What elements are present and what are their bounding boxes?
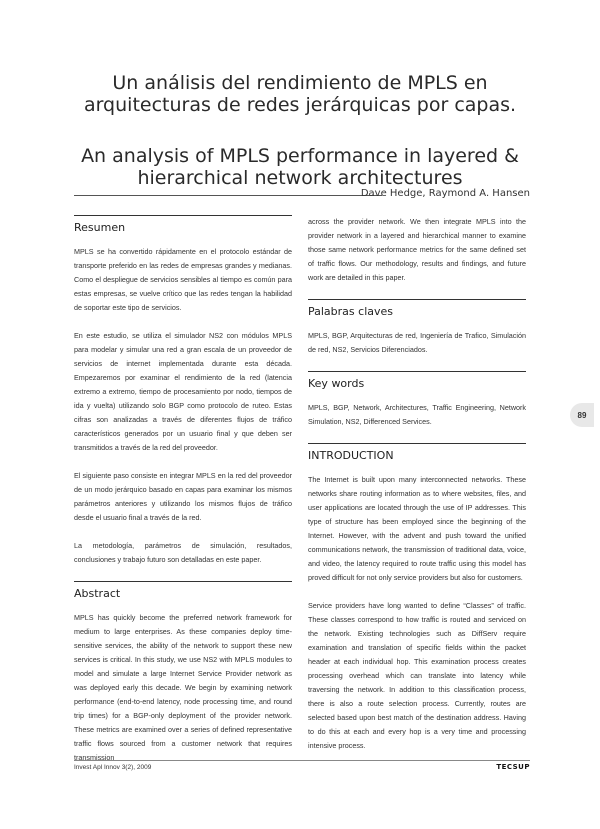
resumen-paragraph-3: El siguiente paso consiste en integrar MPLS en la red del proveedor de un modo jerárquico basado en capas para examinar los mismos parámetros anteriores y utilizando los mismos flujos de tráfico desde el usuario final a través de la red. xyxy=(74,471,292,522)
page-number-tab xyxy=(570,403,594,427)
introduction-heading: INTRODUCTION xyxy=(308,449,394,462)
footer-divider xyxy=(74,760,530,761)
resumen-heading: Resumen xyxy=(74,221,126,234)
section-rule xyxy=(308,299,526,300)
authors: Dave Hedge, Raymond A. Hansen xyxy=(360,188,530,199)
title-en-line1: An analysis of MPLS performance in layered & xyxy=(81,145,519,167)
abstract-paragraph: MPLS has quickly become the preferred network framework for medium to large enterprises. As these companies deploy time-sensitive services, the ability of the network to support these new services is critical. In this study, we use NS2 with MPLS modules to model and simulate a large Internet Service Provider network as was deployed early this decade. We begin by examining network performance (end-to-end latency, node processing time, and round trip times) for a BGP-only deployment of the provider network. These metrics are examined over a series of defined representative traffic flows sourced from a customer network that requires transmission xyxy=(74,613,292,762)
resumen-paragraph-2: En este estudio, se utiliza el simulador NS2 con módulos MPLS para modelar y simular una red a gran escala de un proveedor de servicios de internet implementada durante esta década. Empezaremos por examinar el rendimiento de la red (latencia extremo a extremo, tiempo de procesamiento por nodo, tiempos de ida y vuelta) utilizando solo BGP como protocolo de ruteo. Estas cifras son analizadas a través de diferentes flujos de tráfico característicos generados por un usuario final y que deben ser transmitidos a través de la red del proveedor. xyxy=(74,331,292,452)
authors-divider xyxy=(74,195,382,196)
right-column xyxy=(308,215,526,767)
title-english xyxy=(40,145,560,189)
section-rule xyxy=(308,443,526,444)
introduction-paragraph-2: Service providers have long wanted to define “Classes” of traffic. These classes correspond to how traffic is routed and serviced on the network. Existing technologies such as DiffServ require examination and translation of specific fields within the packet header at each individual hop. This examination process creates processing overhead which can translate into latency while traversing the network. In addition to this classification process, there is also a route selection process. Currently, routes are selected based upon best match of the destination address. Having to do this at each and every hop is a very time and processing intensive process. xyxy=(308,601,526,750)
abstract-continued: across the provider network. We then integrate MPLS into the provider network in a layered and hierarchical manner to examine those same network performance metrics for the same defined set of traffic flows. Our methodology, results and findings, and future work are detailed in this paper. xyxy=(308,217,526,282)
resumen-paragraph-4: La metodología, parámetros de simulación, resultados, conclusiones y trabajo futuro son detalladas en este paper. xyxy=(74,541,292,564)
resumen-paragraph-1: MPLS se ha convertido rápidamente en el protocolo estándar de transporte preferido en las redes de empresas grandes y medianas. Como el despliegue de servicios sensibles al tiempo es común para estas empresas, se vuelve crítico que las redes tengan la habilidad de soportar este tipo de servicios. xyxy=(74,247,292,312)
palabras-claves-heading: Palabras claves xyxy=(308,305,394,318)
title-es-line2: arquitecturas de redes jerárquicas por capas. xyxy=(83,94,517,116)
abstract-heading: Abstract xyxy=(74,587,121,600)
key-words-heading: Key words xyxy=(308,377,365,390)
publisher-logo: TECSUP xyxy=(496,763,530,771)
title-spanish xyxy=(40,72,560,116)
introduction-paragraph-1: The Internet is built upon many interconnected networks. These networks share routing information as to where websites, files, and user applications are located through the use of IP addresses. This type of structure has been employed since the beginning of the Internet. However, with the advent and push toward the unified communications network, the transmission of traditional data, voice, and video, the latency required to route traffic using this model has proved difficult for not only service providers but also for customers. xyxy=(308,475,526,582)
journal-citation: Invest Apl Innov 3(2), 2009 xyxy=(74,764,152,771)
section-rule xyxy=(308,371,526,372)
left-column xyxy=(74,215,292,779)
section-rule xyxy=(74,581,292,582)
key-words-text: MPLS, BGP, Network, Architectures, Traffic Engineering, Network Simulation, NS2, Differenced Services. xyxy=(308,403,526,426)
section-rule xyxy=(74,215,292,216)
page-number: 89 xyxy=(577,410,587,420)
title-en-line2: hierarchical network architectures xyxy=(137,167,463,189)
title-es-line1: Un análisis del rendimiento de MPLS en xyxy=(112,72,488,94)
palabras-claves-text: MPLS, BGP, Arquitecturas de red, Ingeniería de Trafico, Simulación de red, NS2, Servicios Diferenciados. xyxy=(308,331,526,354)
